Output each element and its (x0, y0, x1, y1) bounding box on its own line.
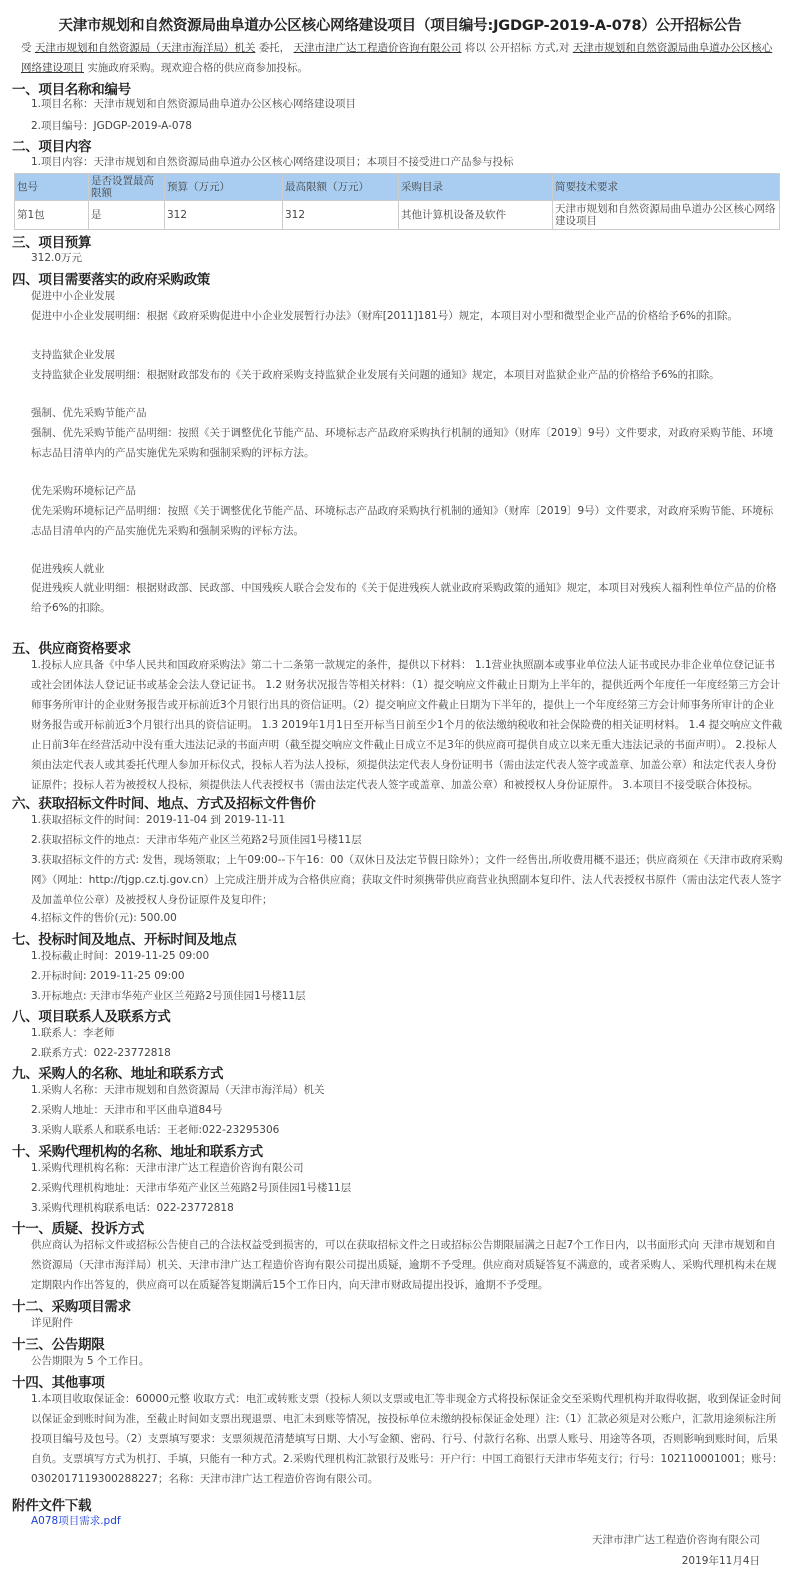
contact-person: 1.联系人：李老师 (31, 1027, 115, 1039)
acquisition-location: 2.获取招标文件的地点：天津市华苑产业区兰苑路2号顶佳园1号楼11层 (31, 834, 362, 846)
acquisition-time: 1.获取招标文件的时间：2019-11-04 到 2019-11-11 (31, 814, 286, 826)
agency-link[interactable]: 天津市津广达工程造价咨询有限公司 (293, 42, 462, 54)
other-matters-text: 1.本项目收取保证金：60000元整 收取方式：电汇或转账支票（投标人须以支票或电汇等非现金方式将投标保证金交至采购代理机构并取得收据，收到保证金时间以保证金到账时间为准，至截止时间如支票出现退票、电汇未到账等情况，按投标单位未缴纳投标保证金处理）注:（1）汇款必须是对公账户，汇款用途须标注所投项目编号及包号。（2）支票填写要求：支票须规范清楚填写日期、大小写金额、密码、行号、付款行名称、出票人账号、用途等各项，否则影响到账时间，后果自负。支票填写方式为机打、手填，只能有一种方式。2.采购代理机构汇款银行及账号：开户行：中国工商银行天津市华苑支行；行号：102110001001；账号：0302017119300288227；名称：天津市津广达工程造价咨询有限公司。 (31, 1393, 783, 1485)
column-header: 预算（万元） (165, 174, 283, 201)
table-row (15, 201, 780, 230)
intro-text: 将以 (464, 42, 486, 54)
purchaser-name: 1.采购人名称：天津市规划和自然资源局（天津市海洋局）机关 (31, 1084, 325, 1096)
section-heading-notice-period: 十三、公告期限 (12, 1337, 105, 1353)
agency-phone: 3.采购代理机构联系电话：022-23772818 (31, 1202, 234, 1214)
table-cell: 312 (283, 201, 399, 230)
bid-deadline: 1.投标截止时间：2019-11-25 09:00 (31, 950, 210, 962)
section-heading-policies: 四、项目需要落实的政府采购政策 (12, 272, 210, 288)
section-heading-bid-time: 七、投标时间及地点、开标时间及地点 (12, 932, 237, 948)
policy-detail: 优先采购环境标记产品明细：按照《关于调整优化节能产品、环境标志产品政府采购执行机制的通知》（财库〔2019〕9号）文件要求，对政府采购节能、环境标志品目清单内的产品实施优先采购和强制采购的评标方法。 (31, 505, 774, 537)
section-heading-project-name: 一、项目名称和编号 (12, 82, 131, 98)
table-cell: 其他计算机设备及软件 (399, 201, 553, 230)
qualification-text: 1.投标人应具备《中华人民共和国政府采购法》第二十二条第一款规定的条件，提供以下材料： 1.1营业执照副本或事业单位法人证书或民办非企业单位登记证书或社会团体法人登记证书或基金会法人登记证书。 1.2 财务状况报告等相关材料：（1）提交响应文件截止日期为上半年的，提供近两个年度任一年度经第三方会计师事务所审计的企业财务报告或开标前近3个月银行出具的资信证明。（2）提交响应文件截止日期为下半年的，提供上一个年度经第三方会计师事务所审计的企业财务报告或开标前近3个月银行出具的资信证明。 1.3 2019年1月1日至开标当日前至少1个月的依法缴纳税收和社会保险费的相关证明材料。 1.4 提交响应文件截止日前3年在经营活动中没有重大违法记录的书面声明（截至提交响应文件截止日成立不足3年的供应商可提供自成立以来无重大违法记录的书面声明）。 2.投标人须由法定代表人或其委托代理人参加开标仪式，投标人若为法人投标，须提供法定代表人身份证明书（需由法定代表人签字或盖章、加盖公章）和法定代表人身份证原件；投标人若为被授权人投标，须提供法人代表授权书（需由法定代表人签字或盖章、加盖公章）和被授权人身份证原件。 3.本项目不接受联合体投标。 (31, 659, 783, 791)
attachment-link[interactable]: A078项目需求.pdf (31, 1515, 121, 1527)
column-header: 是否设置最高限额 (89, 174, 165, 201)
section-heading-budget: 三、项目预算 (12, 235, 92, 251)
column-header: 最高限额（万元） (283, 174, 399, 201)
signature-date: 2019年11月4日 (681, 1555, 760, 1567)
procurement-method: 公开招标 (489, 42, 532, 54)
opening-location: 3.开标地点: 天津市华苑产业区兰苑路2号顶佳园1号楼11层 (31, 990, 306, 1002)
contact-phone: 2.联系方式：022-23772818 (31, 1047, 171, 1059)
project-content: 1.项目内容：天津市规划和自然资源局曲阜道办公区核心网络建设项目；本项目不接受进口产品参与投标 (31, 156, 514, 168)
project-link[interactable]: 天津市规划和自然资源局曲阜道办公区核心网络建设项目 (21, 42, 773, 74)
project-number: 2.项目编号：JGDGP-2019-A-078 (31, 120, 192, 132)
section-heading-qualifications: 五、供应商资格要求 (12, 641, 131, 657)
agency-name: 1.采购代理机构名称：天津市津广达工程造价咨询有限公司 (31, 1162, 304, 1174)
notice-period-text: 公告期限为 5 个工作日。 (31, 1355, 150, 1367)
policy-name: 促进中小企业发展 (31, 290, 115, 302)
section-heading-requirements: 十二、采购项目需求 (12, 1299, 131, 1315)
intro-paragraph (21, 38, 781, 78)
intro-text: 委托， (258, 42, 291, 54)
policy-name: 促进残疾人就业 (31, 563, 105, 575)
table-cell: 是 (89, 201, 165, 230)
acquisition-method: 3.获取招标文件的方式: 发售，现场领取；上午09:00--下午16：00（双休日及法定节假日除外）；文件一经售出,所收费用概不退还；供应商须在《天津市政府采购网》（网址：http://tjgp.cz.tj.gov.cn）上完成注册并成为合格供应商；获取文件时须携带供应商营业执照副本复印件、法人代表授权书原件（需由法定代表人签字及加盖单位公章）及被授权人身份证原件及复印件； (31, 854, 783, 906)
table-cell: 312 (165, 201, 283, 230)
purchaser-address: 2.采购人地址：天津市和平区曲阜道84号 (31, 1104, 223, 1116)
section-heading-attachments: 附件文件下载 (12, 1498, 92, 1514)
section-heading-agency: 十、采购代理机构的名称、地址和联系方式 (12, 1144, 263, 1160)
column-header: 包号 (15, 174, 89, 201)
table-header-row (15, 174, 780, 201)
policy-name: 强制、优先采购节能产品 (31, 407, 147, 419)
column-header: 采购目录 (399, 174, 553, 201)
budget-value: 312.0万元 (31, 252, 83, 264)
signature-org: 天津市津广达工程造价咨询有限公司 (592, 1534, 760, 1546)
section-heading-project-contact: 八、项目联系人及联系方式 (12, 1009, 171, 1025)
purchaser-contact: 3.采购人联系人和联系电话：王老师:022-23295306 (31, 1124, 280, 1136)
policy-detail: 促进中小企业发展明细：根据《政府采购促进中小企业发展暂行办法》（财库[2011]181号）规定，本项目对小型和微型企业产品的价格给予6%的扣除。 (31, 310, 738, 322)
policy-name: 优先采购环境标记产品 (31, 485, 136, 497)
intro-text: 实施政府采购。现欢迎合格的供应商参加投标。 (87, 62, 308, 74)
policy-name: 支持监狱企业发展 (31, 349, 115, 361)
section-heading-purchaser: 九、采购人的名称、地址和联系方式 (12, 1066, 224, 1082)
package-table (14, 173, 780, 230)
page-title: 天津市规划和自然资源局曲阜道办公区核心网络建设项目（项目编号:JGDGP-2019-A-078）公开招标公告 (58, 18, 742, 34)
purchaser-link[interactable]: 天津市规划和自然资源局（天津市海洋局）机关 (34, 42, 256, 54)
complaints-text: 供应商认为招标文件或招标公告使自己的合法权益受到损害的，可以在获取招标文件之日或招标公告期限届满之日起7个工作日内，以书面形式向 天津市规划和自然资源局（天津市海洋局）机关、天津市津广达工程造价咨询有限公司提出质疑，逾期不予受理。供应商对质疑答复不满意的，或者采购人、采购代理机构未在规定期限内作出答复的，供应商可以在质疑答复期满后15个工作日内，向天津市财政局提出投诉，逾期不予受理。 (31, 1239, 777, 1291)
section-heading-other: 十四、其他事项 (12, 1375, 105, 1391)
section-heading-document-acquisition: 六、获取招标文件时间、地点、方式及招标文件售价 (12, 796, 316, 812)
project-name: 1.项目名称：天津市规划和自然资源局曲阜道办公区核心网络建设项目 (31, 98, 357, 110)
section-heading-project-content: 二、项目内容 (12, 139, 92, 155)
intro-text: 方式,对 (534, 42, 570, 54)
requirements-text: 详见附件 (31, 1317, 73, 1329)
document-price: 4.招标文件的售价(元): 500.00 (31, 912, 177, 924)
policy-detail: 支持监狱企业发展明细：根据财政部发布的《关于政府采购支持监狱企业发展有关问题的通知》规定，本项目对监狱企业产品的价格给予6%的扣除。 (31, 369, 720, 381)
section-heading-complaints: 十一、质疑、投诉方式 (12, 1221, 144, 1237)
column-header: 简要技术要求 (553, 174, 780, 201)
agency-address: 2.采购代理机构地址：天津市华苑产业区兰苑路2号顶佳园1号楼11层 (31, 1182, 352, 1194)
table-cell: 天津市规划和自然资源局曲阜道办公区核心网络建设项目 (553, 201, 780, 230)
opening-time: 2.开标时间: 2019-11-25 09:00 (31, 970, 185, 982)
table-cell: 第1包 (15, 201, 89, 230)
policy-detail: 强制、优先采购节能产品明细：按照《关于调整优化节能产品、环境标志产品政府采购执行机制的通知》（财库〔2019〕9号）文件要求，对政府采购节能、环境标志品目清单内的产品实施优先采购和强制采购的评标方法。 (31, 427, 774, 459)
policy-detail: 促进残疾人就业明细：根据财政部、民政部、中国残疾人联合会发布的《关于促进残疾人就业政府采购政策的通知》规定，本项目对残疾人福利性单位产品的价格给予6%的扣除。 (31, 582, 777, 614)
intro-text: 受 (21, 42, 32, 54)
